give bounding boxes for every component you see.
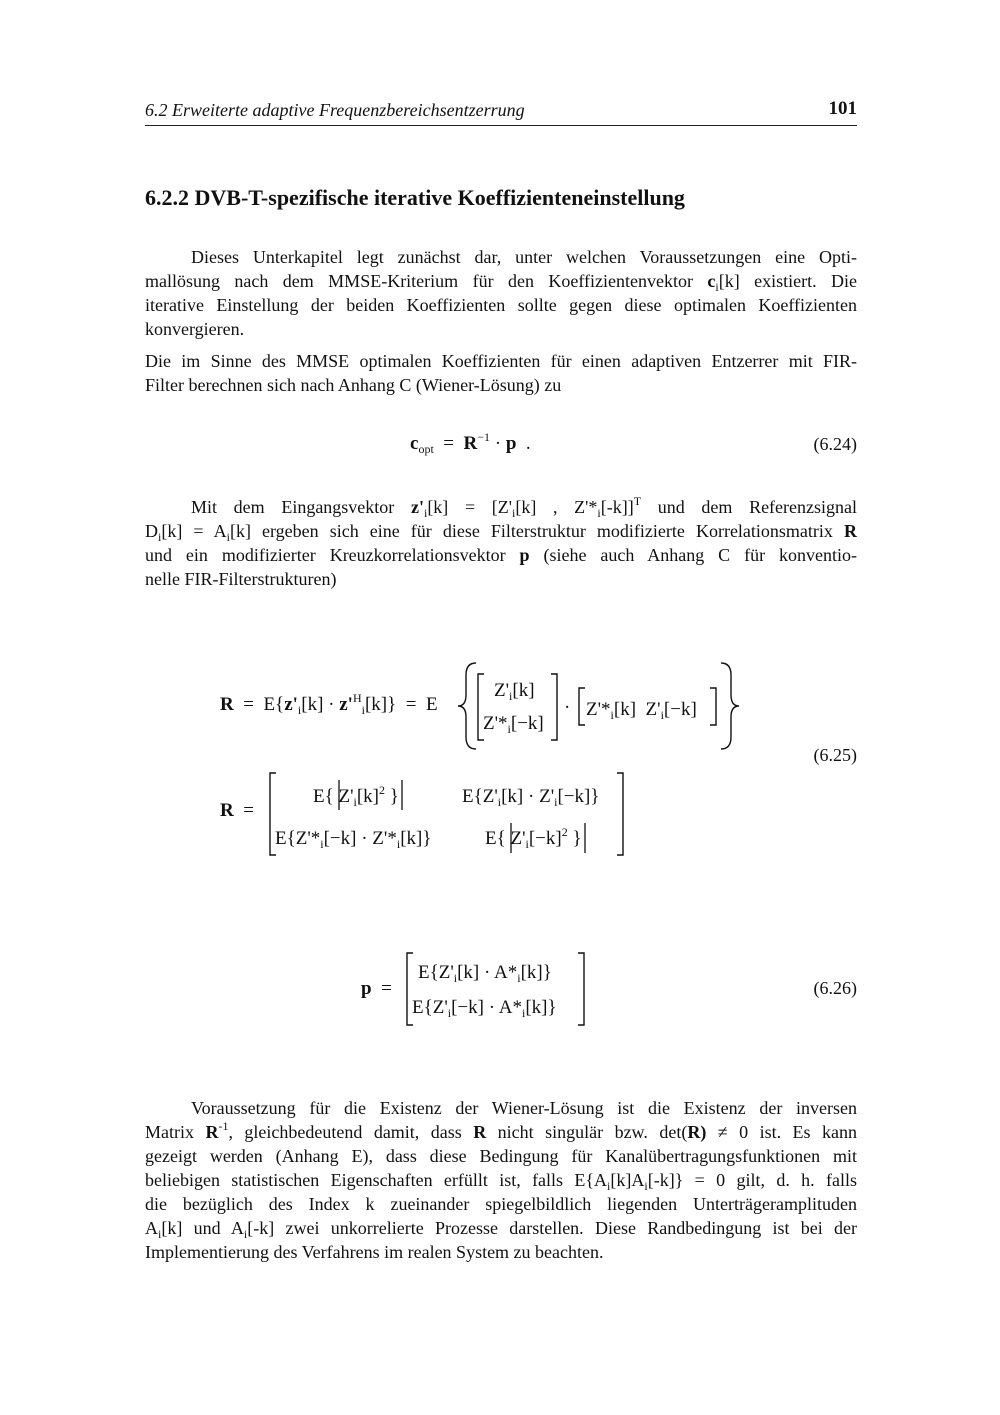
text-line: Implementierung des Verfahrens im realen System zu beachten. <box>145 1242 604 1262</box>
text-line: iterative Einstellung der beiden Koeffizienten sollte gegen diese optimalen Koeffizienten <box>145 295 857 315</box>
matrix-entry-21: $E\{Z'*_i[-k] \cdot Z'*_i[k]\}$ <box>275 828 432 851</box>
matrix-entry-22: E{ $Z'_i[-k]^2$ } <box>485 825 582 851</box>
text-line: Mit dem Eingangsvektor $z'_i[k] = [Z'_i[k]$ , $Z'*_i[-k]]^T$ und dem Referenzsignal <box>191 494 858 520</box>
text-line: und ein modifizierter Kreuzkorrelationsvektor p (siehe auch Anhang C für konventio- <box>145 545 857 565</box>
vector-p-entry2: $E\{Z'_i[-k] \cdot A*_i[k]\}$ <box>412 997 557 1020</box>
text-line: $D_i[k] = A_i[k]$ ergeben sich eine für diese Filterstruktur modifizierte Korrelationsmatrix R <box>145 521 857 544</box>
eq25-line1-lhs: $R = E\{z'_i[k] \cdot z'^H_i[k]\} = E$ <box>220 691 438 717</box>
text-line: nelle FIR-Filterstrukturen) <box>145 569 337 589</box>
text-line: mallösung nach dem MMSE-Kriterium für den Koeffizientenvektor $c_i[k]$ existiert. Die <box>145 271 857 294</box>
eq26-lhs: p = <box>361 978 392 999</box>
matrix-entry-11: E{ $Z'_i[k]^2$ } <box>313 783 399 809</box>
eq25-dot: · <box>564 697 571 718</box>
text-line: beliebigen statistischen Eigenschaften erfüllt ist, falls $E\{A_i[k]A_i[-k]\} = 0$ gilt, d. h. falls <box>145 1170 857 1193</box>
matrix-entry-12: $E\{Z'_i[k] \cdot Z'_i[-k]\}$ <box>462 786 600 809</box>
equation-number: (6.26) <box>813 978 857 998</box>
equation-number: (6.25) <box>813 745 857 765</box>
text-line: Die im Sinne des MMSE optimalen Koeffizienten für einen adaptiven Entzerrer mit FIR- <box>145 351 857 371</box>
vector-p-entry1: $E\{Z'_i[k] \cdot A*_i[k]\}$ <box>418 962 552 985</box>
text-line: Dieses Unterkapitel legt zunächst dar, unter welchen Voraussetzungen eine Opti- <box>191 247 857 267</box>
eq25-line2-lhs: R = <box>220 800 254 821</box>
paragraph-existence <box>145 1096 857 1264</box>
eq25-colvec-entry1: $Z'_i[k]$ <box>494 680 535 703</box>
text-line: gezeigt werden (Anhang E), dass diese Bedingung für Kanalübertragungsfunktionen mit <box>145 1146 857 1166</box>
eq25-rowvec: $Z'*_i[k]$ $Z'_i[-k]$ <box>586 699 697 722</box>
text-line: Voraussetzung für die Existenz der Wiener-Lösung ist die Existenz der inversen <box>191 1098 857 1118</box>
text-line: die bezüglich des Index k zueinander spiegelbildlich liegenden Unterträgeramplituden <box>145 1194 857 1214</box>
page-number: 101 <box>828 98 857 119</box>
text-line: konvergieren. <box>145 319 245 339</box>
eq25-colvec-entry2: $Z'*_i[-k]$ <box>483 713 544 736</box>
equation-6-24: $c_{opt} = R^{-1} \cdot p$ . <box>410 430 531 456</box>
text-line: $A_i[k]$ und $A_i[-k]$ zwei unkorrelierte Prozesse darstellen. Diese Randbedingung ist bei der <box>145 1218 857 1241</box>
text-line: Matrix $R^{-1}$, gleichbedeutend damit, dass R nicht singulär bzw. det(R) ≠ 0 ist. Es kann <box>145 1119 857 1142</box>
section-heading: 6.2.2 DVB-T-spezifische iterative Koeffizienteneinstellung <box>145 185 685 210</box>
text-line: Filter berechnen sich nach Anhang C (Wiener-Lösung) zu <box>145 375 562 395</box>
equation-number: (6.24) <box>813 434 857 454</box>
running-title: 6.2 Erweiterte adaptive Frequenzbereichsentzerrung <box>145 100 525 120</box>
